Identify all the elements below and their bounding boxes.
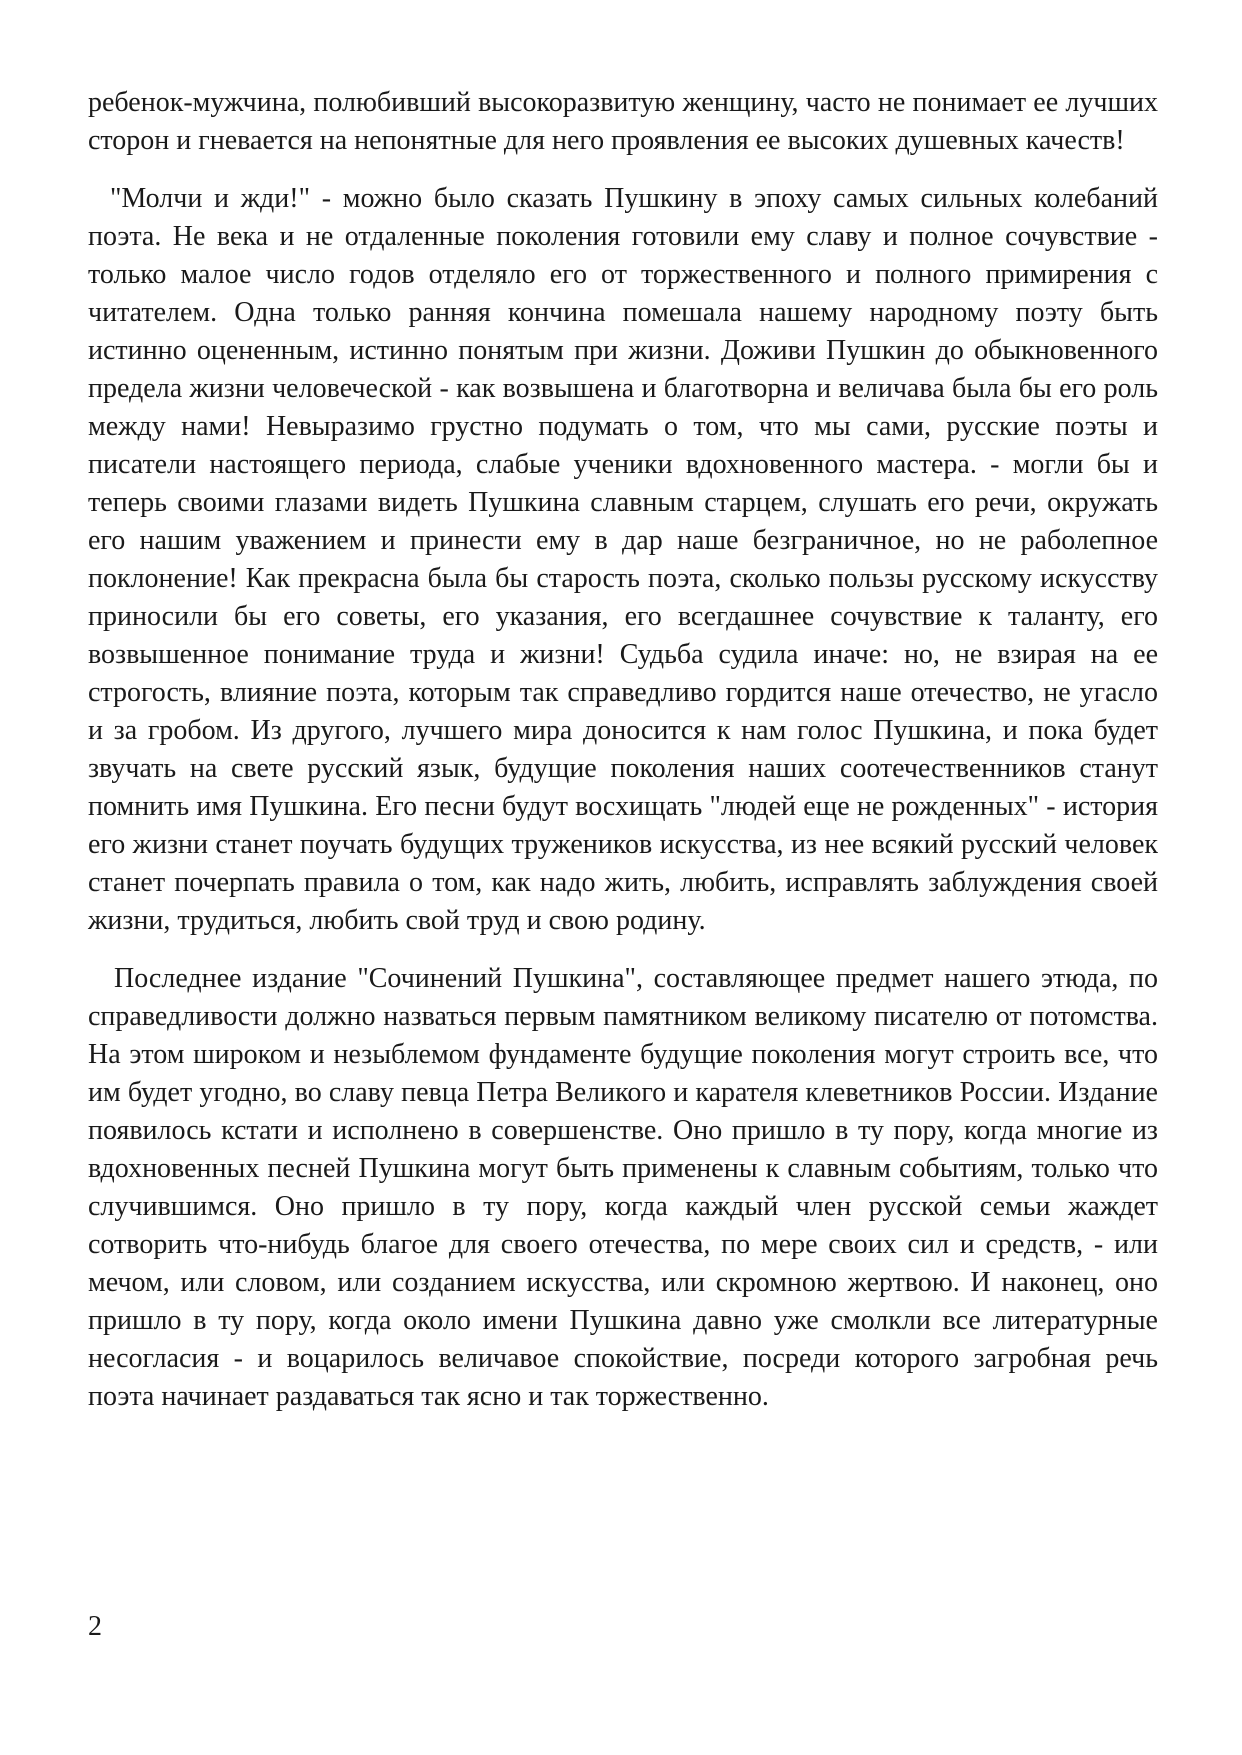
page-number: 2 [88,1611,102,1642]
paragraph-2: "Молчи и жди!" - можно было сказать Пушкину в эпоху самых сильных колебаний поэта. Не века и не отдаленные поколения готовили ему славу и полное сочувствие - только малое число годов отделяло его от торжественного и полного примирения с читателем. Одна только ранняя кончина помешала нашему народному поэту быть истинно оцененным, истинно понятым при жизни. Доживи Пушкин до обыкновенного предела жизни человеческой - как возвышена и благотворна и величава была бы его роль между нами! Невыразимо грустно подумать о том, что мы сами, русские поэты и писатели настоящего периода, слабые ученики вдохновенного мастера. - могли бы и теперь своими глазами видеть Пушкина славным старцем, слушать его речи, окружать его нашим уважением и принести ему в дар наше безграничное, но не раболепное поклонение! Как прекрасна была бы старость поэта, сколько пользы русскому искусству приносили бы его советы, его указания, его всегдашнее сочувствие к таланту, его возвышенное понимание труда и жизни! Судьба судила иначе: но, не взирая на ее строгость, влияние поэта, которым так справедливо гордится наше отечество, не угасло и за гробом. Из другого, лучшего мира доносится к нам голос Пушкина, и пока будет звучать на свете русский язык, будущие поколения наших соотечественников станут помнить имя Пушкина. Его песни будут восхищать "людей еще не рожденных" - история его жизни станет поучать будущих тружеников искусства, из нее всякий русский человек станет почерпать правила о том, как надо жить, любить, исправлять заблуждения своей жизни, трудиться, любить свой труд и свою родину. [88,183,1158,936]
paragraph-1: ребенок-мужчина, полюбивший высокоразвитую женщину, часто не понимает ее лучших сторон и гневается на непонятные для него проявления ее высоких душевных качеств! [88,87,1158,156]
body-text [88,84,1158,1416]
paragraph-3: Последнее издание "Сочинений Пушкина", составляющее предмет нашего этюда, по справедливости должно назваться первым памятником великому писателю от потомства. На этом широком и незыблемом фундаменте будущие поколения могут строить все, что им будет угодно, во славу певца Петра Великого и карателя клеветников России. Издание появилось кстати и исполнено в совершенстве. Оно пришло в ту пору, когда многие из вдохновенных песней Пушкина могут быть применены к славным событиям, только что случившимся. Оно пришло в ту пору, когда каждый член русской семьи жаждет сотворить что-нибудь благое для своего отечества, по мере своих сил и средств, - или мечом, или словом, или созданием искусства, или скромною жертвою. И наконец, оно пришло в ту пору, когда около имени Пушкина давно уже смолкли все литературные несогласия - и воцарилось величавое спокойствие, посреди которого загробная речь поэта начинает раздаваться так ясно и так торжественно. [88,963,1158,1412]
